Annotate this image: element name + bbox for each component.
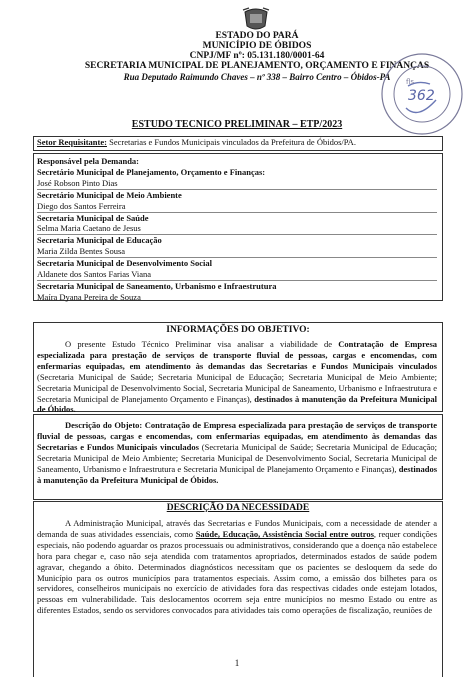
responsavel-role: Secretaria Municipal de Saúde (37, 212, 149, 223)
descricao-objeto-bold: destinados à manutenção da Prefeitura Municipal de Óbidos. (37, 463, 438, 485)
responsavel-name: José Robson Pinto Dias (37, 178, 437, 190)
setor-line (37, 137, 356, 148)
necessidade-text: A Administração Municipal, através das Secretarias e Fundos Municipais, com a necessidade de atender a demanda de suas atividades essenciais, como (37, 518, 437, 539)
responsavel-role: Secretaria Municipal de Saneamento, Urbanismo e Infraestrutura (37, 280, 277, 291)
stamp-handwritten-number: 362 (408, 88, 435, 104)
responsavel-name: Maíra Dyana Pereira de Souza (37, 291, 141, 302)
responsavel-name: Selma Maria Caetano de Jesus (37, 223, 437, 235)
responsavel-name: Diego dos Santos Ferreira (37, 201, 437, 213)
municipal-coat-of-arms-icon (241, 6, 271, 32)
document-title: ESTUDO TECNICO PRELIMINAR – ETP/2023 (131, 119, 343, 130)
setor-value: Secretarias e Fundos Municipais vinculados da Prefeitura de Óbidos/PA. (109, 137, 356, 147)
responsavel-name: Maria Zilda Bentes Sousa (37, 246, 437, 258)
descricao-objeto-paragraph (37, 420, 437, 485)
responsaveis-heading: Responsável pela Demanda: (37, 156, 140, 166)
header-secretariat: SECRETARIA MUNICIPAL DE PLANEJAMENTO, ORÇAMENTO E FINANÇAS (84, 61, 430, 71)
descricao-objeto-text: (Secretaria Municipal de Saúde; Secretaria Municipal de Educação; Secretaria Municipal de Meio Ambiente; Secretaria Municipal de Desenvolvimento Social, Secretaria Municipal de Saneamento, Urbanismo e Infraestrutura e Secretaria Municipal de Planejamento Orçamento e Finanças), (37, 441, 438, 474)
stamp-label: fls (406, 78, 415, 86)
objetivo-paragraph (37, 339, 437, 415)
necessidade-paragraph (37, 518, 437, 616)
necessidade-text-bold: Saúde, Educação, Assistência Social entre outros (195, 528, 374, 539)
responsavel-name: Aldanete dos Santos Farias Viana (37, 269, 437, 281)
responsavel-role: Secretaria Municipal de Desenvolvimento Social (37, 258, 213, 269)
responsavel-role: Secretário Municipal de Meio Ambiente (37, 189, 182, 200)
responsavel-role: Secretário Municipal de Planejamento, Orçamento e Finanças: (37, 166, 266, 177)
descricao-objeto-bold: Descrição do Objeto: Contratação de Empresa especializada para prestação de serviços de transporte fluvial de pessoas, cargas e encomendas, com enfermarias equipadas, em atendimento às demandas das Secretarias e Fundos Municipais vinculados (37, 420, 437, 452)
objetivo-text-bold: Contratação de Empresa especializada para prestação de serviços de transporte fluvial de pessoas, cargas e encomendas, com enfermarias equipadas, em atendimento às demandas das Secretarias e Fundos Municipais vinculados (37, 339, 438, 371)
necessidade-text: , requer condições especiais, não podendo aguardar os prazos processuais ou administrativos, considerando que a doença não estabelece hora para chegar e, caso não seja atendida com tratamentos apropriados, determinados estados de saúde podem agravar, chegando a óbito. Determinados diagnósticos necessitam que os pacientes se desloquem da sede do Município para os outros municípios para tratamentos especiais. Assim como, a emissão dos bilhetes para os servidores, conselheiros municipais no exercício de atividades fora das respectivas cidades onde estejam lotados, pessoas em vulnerabilidade. Tais deslocamentos ocorrem seja entre municípios no mesmo Estado ou entre as diferentes Estados, sendo os servidores convocados para atividades tais como operações de fiscalização, reuniões de (37, 528, 437, 616)
page-number: 1 (234, 658, 240, 668)
setor-label: Setor Requisitante: (37, 137, 107, 147)
objetivo-text: (Secretaria Municipal de Saúde; Secretaria Municipal de Educação; Secretaria Municipal de Meio Ambiente; Secretaria Municipal de Desenvolvimento Social, Secretaria Municipal de Saneamento, Urbanismo e Infraestrutura e Secretaria Municipal de Planejamento Orçamento e Finanças), (37, 371, 437, 404)
objetivo-text-bold: destinados à manutenção da Prefeitura Municipal de Óbidos. (37, 393, 438, 415)
objetivo-text: O presente Estudo Técnico Preliminar visa analisar a viabilidade de (65, 339, 333, 349)
header-municipality: MUNICÍPIO DE ÓBIDOS (202, 41, 312, 51)
objetivo-title: INFORMAÇÕES DO OBJETIVO: (166, 325, 310, 335)
necessidade-title: DESCRIÇÃO DA NECESSIDADE (166, 503, 310, 513)
header-cnpj: CNPJ/MF nº: 05.131.180/0001-64 (189, 51, 325, 61)
header-address: Rua Deputado Raimundo Chaves – nº 338 – Bairro Centro – Óbidos-PA (123, 72, 391, 82)
responsaveis-list (37, 156, 437, 303)
responsavel-role: Secretaria Municipal de Educação (37, 235, 162, 246)
header-state: ESTADO DO PARÁ (215, 31, 299, 41)
